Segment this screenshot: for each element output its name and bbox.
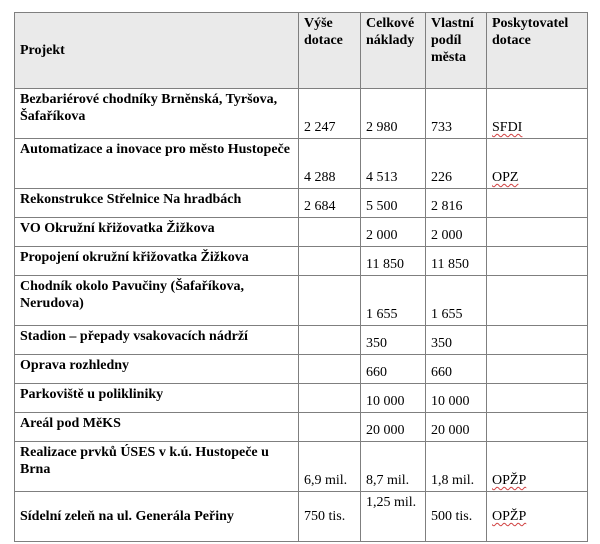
cell-project: Areál pod MěKS (15, 413, 299, 442)
cell-provider (487, 139, 588, 189)
cell-provider (487, 355, 588, 384)
cell-grant (299, 218, 361, 247)
cell-provider (487, 326, 588, 355)
cell-project: Chodník okolo Pavučiny (Šafaříkova, Nerudova) (15, 276, 299, 326)
table-header-row (15, 13, 588, 89)
cell-grant: 4 288 (299, 139, 361, 189)
cell-provider (487, 89, 588, 139)
cell-project: Realizace prvků ÚSES v k.ú. Hustopeče u Brna (15, 442, 299, 492)
cell-project: Rekonstrukce Střelnice Na hradbách (15, 189, 299, 218)
cell-own: 2 000 (426, 218, 487, 247)
provider-text: OPŽP (492, 473, 527, 488)
cell-own: 660 (426, 355, 487, 384)
provider-text: OPŽP (492, 509, 527, 524)
cell-provider (487, 442, 588, 492)
header-provider: Poskytovatel dotace (487, 13, 588, 89)
cell-grant (299, 247, 361, 276)
cell-grant: 750 tis. (299, 492, 361, 542)
cell-total: 660 (361, 355, 426, 384)
cell-total: 11 850 (361, 247, 426, 276)
cell-grant: 2 684 (299, 189, 361, 218)
cell-grant (299, 413, 361, 442)
cell-provider (487, 189, 588, 218)
cell-own: 10 000 (426, 384, 487, 413)
cell-total: 4 513 (361, 139, 426, 189)
cell-grant (299, 326, 361, 355)
cell-project: Oprava rozhledny (15, 355, 299, 384)
cell-own: 2 816 (426, 189, 487, 218)
cell-own: 11 850 (426, 247, 487, 276)
grants-table (14, 12, 588, 542)
cell-provider (487, 218, 588, 247)
cell-own: 350 (426, 326, 487, 355)
provider-text: OPZ (492, 170, 519, 185)
table-row (15, 384, 588, 413)
cell-project: Sídelní zeleň na ul. Generála Peřiny (15, 492, 299, 542)
cell-total: 1,25 mil. (361, 492, 426, 542)
table-row (15, 189, 588, 218)
table-row (15, 276, 588, 326)
cell-project: Stadion – přepady vsakovacích nádrží (15, 326, 299, 355)
table-row (15, 413, 588, 442)
cell-project: Parkoviště u polikliniky (15, 384, 299, 413)
table-row (15, 247, 588, 276)
cell-total: 5 500 (361, 189, 426, 218)
table-row (15, 442, 588, 492)
table-row (15, 139, 588, 189)
cell-total: 2 000 (361, 218, 426, 247)
cell-own: 226 (426, 139, 487, 189)
table-row (15, 326, 588, 355)
header-project: Projekt (15, 13, 299, 89)
cell-grant (299, 276, 361, 326)
header-grant: Výše dotace (299, 13, 361, 89)
cell-provider (487, 492, 588, 542)
cell-grant: 6,9 mil. (299, 442, 361, 492)
cell-own: 1 655 (426, 276, 487, 326)
header-own-share: Vlastní podíl města (426, 13, 487, 89)
table-row (15, 492, 588, 542)
cell-own: 20 000 (426, 413, 487, 442)
cell-own: 500 tis. (426, 492, 487, 542)
cell-provider (487, 247, 588, 276)
cell-grant (299, 384, 361, 413)
cell-total: 1 655 (361, 276, 426, 326)
cell-total: 10 000 (361, 384, 426, 413)
cell-project: VO Okružní křižovatka Žižkova (15, 218, 299, 247)
cell-total: 2 980 (361, 89, 426, 139)
cell-project: Propojení okružní křižovatka Žižkova (15, 247, 299, 276)
cell-provider (487, 384, 588, 413)
cell-own: 733 (426, 89, 487, 139)
cell-total: 20 000 (361, 413, 426, 442)
table-row (15, 355, 588, 384)
header-total-cost: Celkové náklady (361, 13, 426, 89)
cell-grant (299, 355, 361, 384)
cell-provider (487, 413, 588, 442)
cell-provider (487, 276, 588, 326)
cell-project: Bezbariérové chodníky Brněnská, Tyršova, Šafaříkova (15, 89, 299, 139)
table-row (15, 89, 588, 139)
cell-total: 350 (361, 326, 426, 355)
cell-total: 8,7 mil. (361, 442, 426, 492)
table-row (15, 218, 588, 247)
cell-own: 1,8 mil. (426, 442, 487, 492)
provider-text: SFDI (492, 120, 523, 135)
document-page (14, 12, 588, 542)
cell-grant: 2 247 (299, 89, 361, 139)
cell-project: Automatizace a inovace pro město Hustopeče (15, 139, 299, 189)
